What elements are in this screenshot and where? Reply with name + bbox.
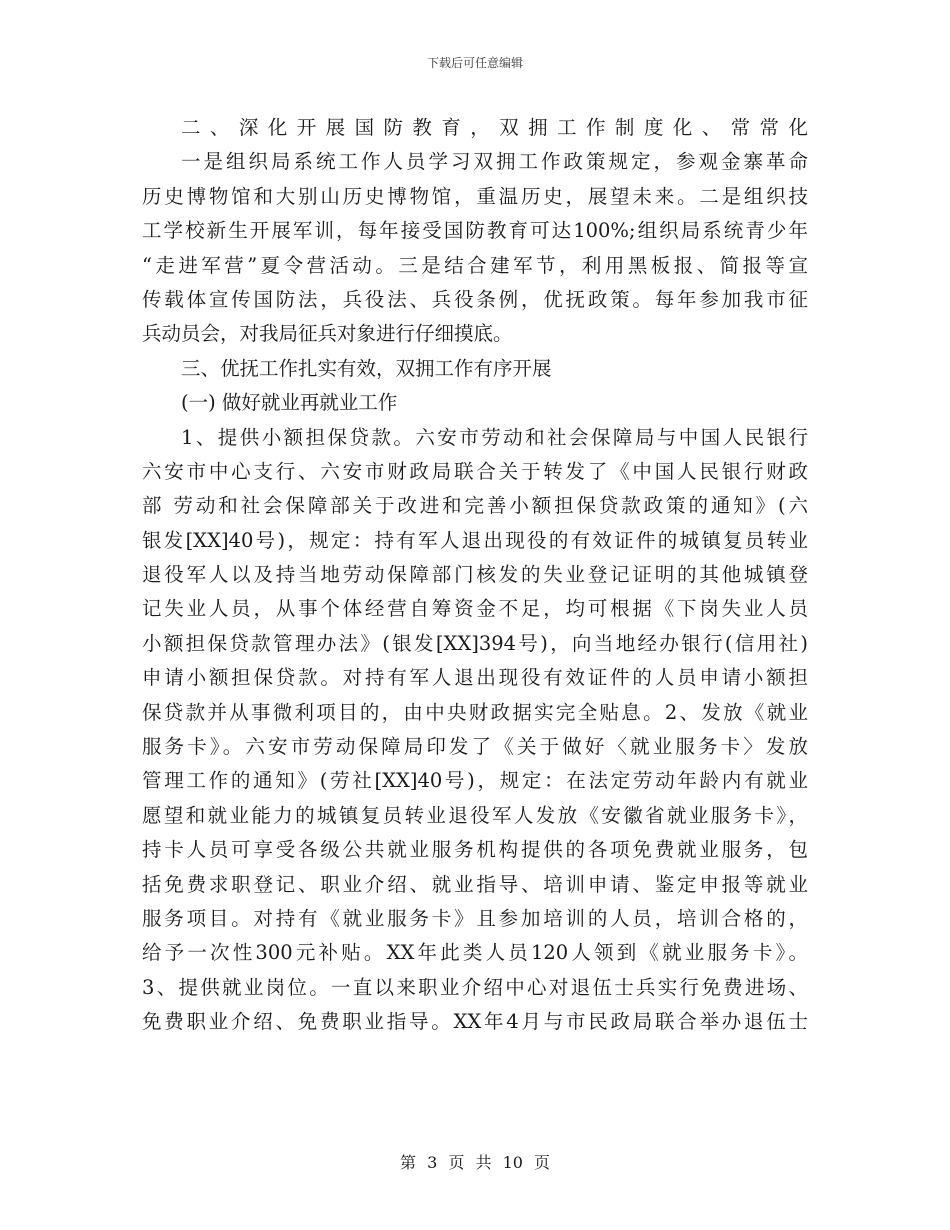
paragraph-line: 银发[XX]40号)，规定：持有军人退出现役的有效证件的城镇复员转业 [142, 528, 808, 552]
total-page-count: 10 [502, 1153, 523, 1172]
paragraph-line: 申请小额担保贷款。对持有军人退出现役有效证件的人员申请小额担 [142, 666, 808, 690]
document-body [142, 111, 808, 1040]
paragraph-line: 退役军人以及持当地劳动保障部门核发的失业登记证明的其他城镇登 [142, 563, 808, 587]
page-header: 下载后可任意编辑 [426, 56, 523, 70]
paragraph-line: 小额担保贷款管理办法》(银发[XX]394号)，向当地经办银行(信用社) [142, 631, 808, 655]
paragraph-line: 持卡人员可享受各级公共就业服务机构提供的各项免费就业服务，包 [142, 838, 808, 862]
paragraph-line: 保贷款并从事微利项目的，由中央财政据实完全贴息。2、发放《就业 [142, 700, 808, 724]
paragraph-line: 给予一次性300元补贴。XX年此类人员120人领到《就业服务卡》。 [142, 941, 808, 965]
paragraph-line: 六安市中心支行、六安市财政局联合关于转发了《中国人民银行财政 [142, 459, 808, 483]
page-number-unit: 页 [448, 1153, 465, 1172]
paragraph-line: 管理工作的通知》(劳社[XX]40号)，规定：在法定劳动年龄内有就业 [142, 769, 808, 793]
paragraph-line: “走进军营”夏令营活动。三是结合建军节，利用黑板报、简报等宣 [142, 253, 808, 277]
page-number-prefix: 第 [399, 1153, 416, 1172]
section-heading: 三、优抚工作扎实有效，双拥工作有序开展 [181, 356, 552, 380]
current-page-number: 3 [427, 1153, 438, 1172]
page-footer [0, 1150, 950, 1173]
paragraph-line: 工学校新生开展军训，每年接受国防教育可达100%;组织局系统青少年 [142, 219, 808, 243]
paragraph-line: 愿望和就业能力的城镇复员转业退役军人发放《安徽省就业服务卡》， [142, 803, 808, 827]
paragraph-line: 兵动员会，对我局征兵对象进行仔细摸底。 [142, 322, 513, 346]
paragraph-line: 记失业人员，从事个体经营自筹资金不足，均可根据《下岗失业人员 [142, 597, 808, 621]
paragraph-line: 部 劳动和社会保障部关于改进和完善小额担保贷款政策的通知》(六 [142, 494, 808, 518]
paragraph-line: 一是组织局系统工作人员学习双拥工作政策规定，参观金寨革命 [181, 150, 808, 174]
paragraph-line: 括免费求职登记、职业介绍、就业指导、培训申请、鉴定申报等就业 [142, 872, 808, 896]
page-number-suffix: 页 [534, 1153, 551, 1172]
paragraph-line: 1、提供小额担保贷款。六安市劳动和社会保障局与中国人民银行 [181, 425, 808, 449]
paragraph-line: 服务卡》。六安市劳动保障局印发了《关于做好〈就业服务卡〉发放 [142, 735, 808, 759]
paragraph-line: 传载体宣传国防法，兵役法、兵役条例，优抚政策。每年参加我市征 [142, 287, 808, 311]
total-pages-label: 共 [475, 1153, 492, 1172]
paragraph-line: 服务项目。对持有《就业服务卡》且参加培训的人员，培训合格的， [142, 906, 808, 930]
section-heading: 二、深化开展国防教育，双拥工作制度化、常常化 [181, 116, 808, 139]
subsection-heading: (一) 做好就业再就业工作 [181, 391, 398, 415]
paragraph-line: 免费职业介绍、免费职业指导。XX年4月与市民政局联合举办退伍士 [142, 1010, 808, 1034]
paragraph-line: 3、提供就业岗位。一直以来职业介绍中心对退伍士兵实行免费进场、 [142, 975, 808, 999]
paragraph-line: 历史博物馆和大别山历史博物馆，重温历史，展望未来。二是组织技 [142, 184, 808, 208]
